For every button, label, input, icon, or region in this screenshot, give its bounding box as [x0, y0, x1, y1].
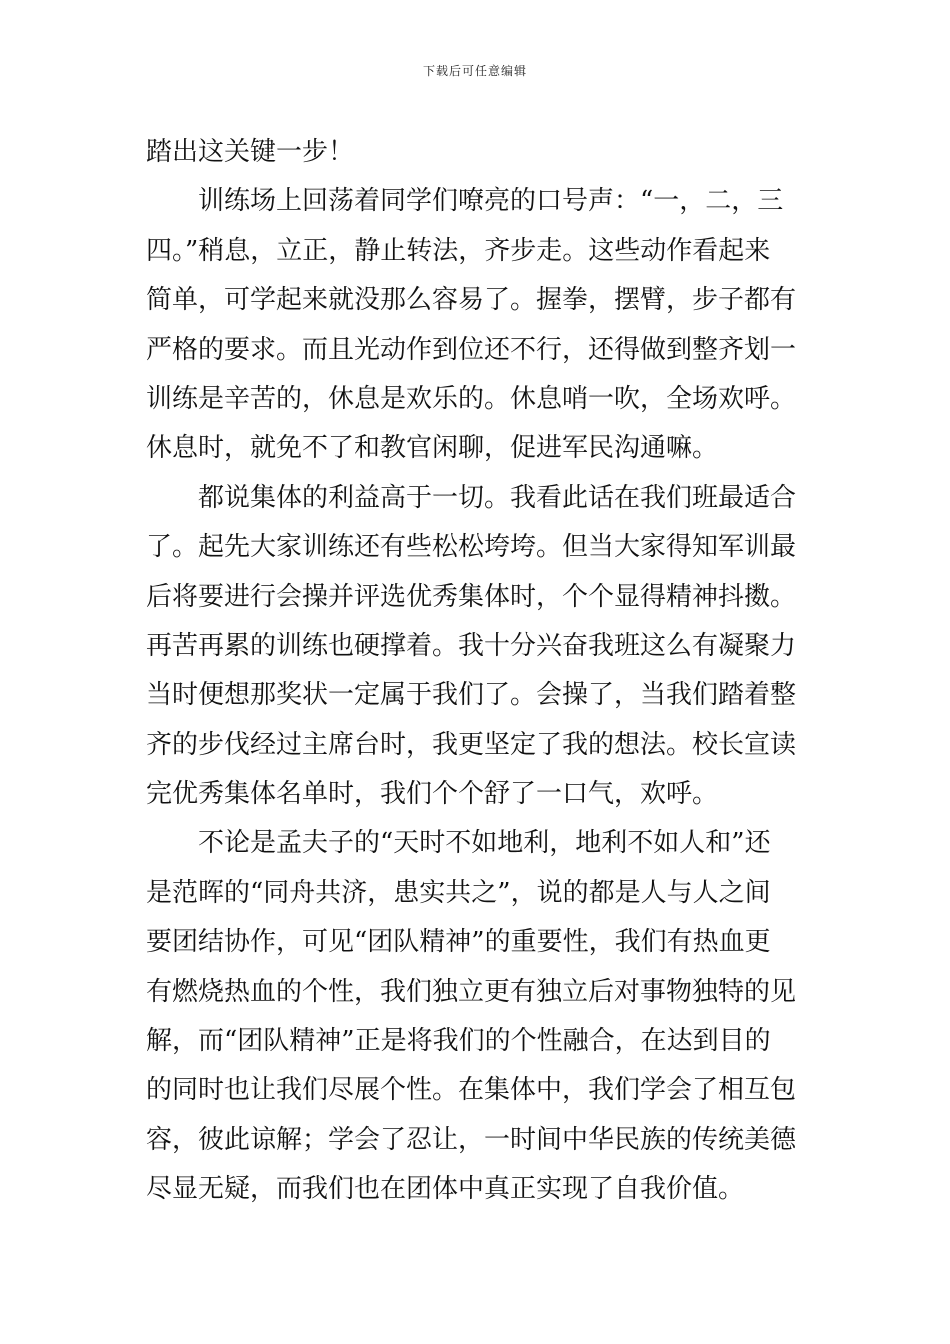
text-line: 训练是辛苦的，休息是欢乐的。休息哨一吹，全场欢呼。 — [146, 383, 797, 414]
text-line: 是范晖的“同舟共济，患实共之”，说的都是人与人之间 — [146, 877, 771, 908]
text-line: 四。”稍息，立正，静止转法，齐步走。这些动作看起来 — [146, 235, 771, 266]
text-line: 完优秀集体名单时，我们个个舒了一口气，欢呼。 — [146, 779, 719, 810]
text-line: 踏出这关键一步！ — [146, 137, 355, 167]
text-line: 齐的步伐经过主席台时，我更坚定了我的想法。校长宣读 — [146, 729, 797, 760]
text-line: 再苦再累的训练也硬撑着。我十分兴奋我班这么有凝聚力 — [146, 630, 797, 661]
page-header: 下载后可任意编辑 — [422, 64, 527, 78]
text-line: 要团结协作，可见“团队精神”的重要性，我们有热血更 — [146, 927, 771, 958]
text-line: 休息时，就免不了和教官闲聊，促进军民沟通嘛。 — [146, 433, 719, 464]
text-line: 有燃烧热血的个性，我们独立更有独立后对事物独特的见 — [146, 976, 797, 1007]
text-line: 后将要进行会操并评选优秀集体时，个个显得精神抖擞。 — [146, 581, 797, 612]
text-line: 容，彼此谅解；学会了忍让，一时间中华民族的传统美德 — [146, 1124, 797, 1155]
text-line: 的同时也让我们尽展个性。在集体中，我们学会了相互包 — [146, 1075, 797, 1106]
text-line: 简单，可学起来就没那么容易了。握拳，摆臂，步子都有 — [146, 285, 797, 316]
text-line: 解，而“团队精神”正是将我们的个性融合，在达到目的 — [146, 1026, 771, 1057]
text-line: 严格的要求。而且光动作到位还不行，还得做到整齐划一 — [146, 334, 797, 365]
text-line: 训练场上回荡着同学们嘹亮的口号声：“一，二，三 — [198, 186, 784, 217]
text-line: 尽显无疑，而我们也在团体中真正实现了自我价值。 — [146, 1174, 745, 1205]
text-line: 都说集体的利益高于一切。我看此话在我们班最适合 — [198, 482, 797, 513]
document-body — [146, 128, 806, 1215]
text-line: 了。起先大家训练还有些松松垮垮。但当大家得知军训最 — [146, 532, 797, 563]
text-line: 当时便想那奖状一定属于我们了。会操了，当我们踏着整 — [146, 680, 797, 711]
text-line: 不论是孟夫子的“天时不如地利，地利不如人和”还 — [198, 828, 771, 859]
